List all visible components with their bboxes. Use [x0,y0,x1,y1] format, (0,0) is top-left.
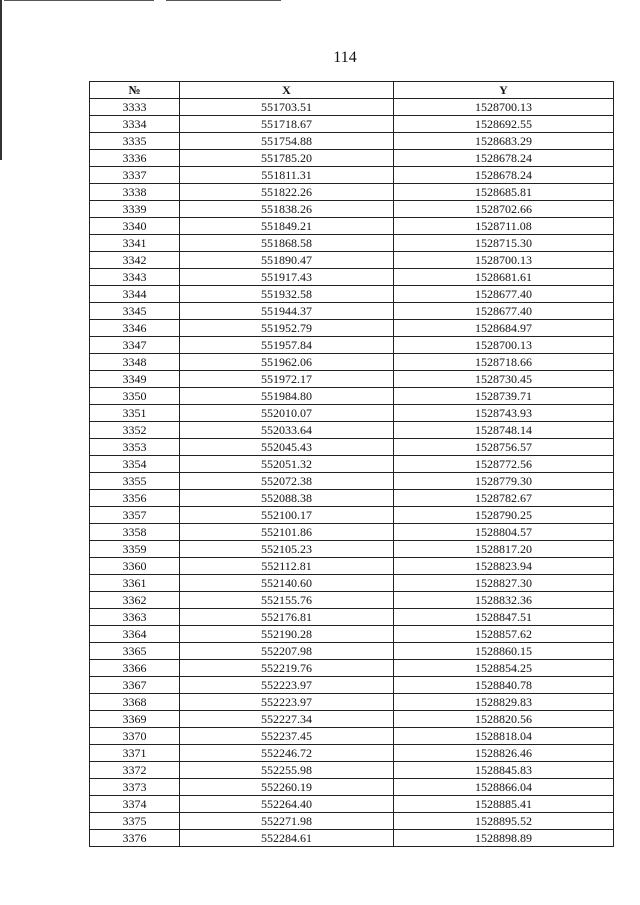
cell-y: 1528681.61 [394,269,614,286]
cell-x: 552271.98 [180,813,394,830]
cell-x: 551718.67 [180,116,394,133]
cell-number: 3336 [90,150,180,167]
scan-edge-top-right [166,0,281,1]
table-row [90,252,614,269]
cell-number: 3371 [90,745,180,762]
cell-number: 3342 [90,252,180,269]
table-row [90,592,614,609]
cell-number: 3347 [90,337,180,354]
cell-number: 3339 [90,201,180,218]
table-row [90,320,614,337]
cell-x: 551785.20 [180,150,394,167]
table-row [90,473,614,490]
cell-x: 552223.97 [180,677,394,694]
table-row [90,133,614,150]
cell-number: 3335 [90,133,180,150]
table-row [90,660,614,677]
cell-y: 1528700.13 [394,99,614,116]
table-row [90,218,614,235]
cell-number: 3368 [90,694,180,711]
table-row [90,167,614,184]
cell-number: 3359 [90,541,180,558]
cell-y: 1528739.71 [394,388,614,405]
cell-x: 551838.26 [180,201,394,218]
table-row [90,99,614,116]
cell-y: 1528804.57 [394,524,614,541]
cell-y: 1528820.56 [394,711,614,728]
cell-number: 3362 [90,592,180,609]
table-row [90,388,614,405]
cell-number: 3376 [90,830,180,847]
cell-x: 552088.38 [180,490,394,507]
cell-y: 1528684.97 [394,320,614,337]
cell-number: 3334 [90,116,180,133]
table-row [90,507,614,524]
table-row [90,830,614,847]
cell-x: 552190.28 [180,626,394,643]
cell-x: 552176.81 [180,609,394,626]
cell-y: 1528700.13 [394,252,614,269]
header-y: Y [394,82,614,99]
cell-number: 3357 [90,507,180,524]
cell-x: 552264.40 [180,796,394,813]
cell-x: 552072.38 [180,473,394,490]
cell-y: 1528832.36 [394,592,614,609]
cell-y: 1528779.30 [394,473,614,490]
table-row [90,813,614,830]
cell-y: 1528677.40 [394,303,614,320]
cell-x: 551703.51 [180,99,394,116]
cell-y: 1528748.14 [394,422,614,439]
cell-y: 1528677.40 [394,286,614,303]
cell-y: 1528895.52 [394,813,614,830]
table-row [90,439,614,456]
cell-x: 552284.61 [180,830,394,847]
cell-x: 552101.86 [180,524,394,541]
cell-x: 552100.17 [180,507,394,524]
cell-y: 1528782.67 [394,490,614,507]
table-row [90,422,614,439]
cell-x: 552112.81 [180,558,394,575]
cell-x: 552227.34 [180,711,394,728]
cell-x: 552051.32 [180,456,394,473]
cell-x: 551944.37 [180,303,394,320]
cell-number: 3360 [90,558,180,575]
table-row [90,524,614,541]
cell-number: 3333 [90,99,180,116]
page-number: 114 [333,49,357,66]
cell-y: 1528847.51 [394,609,614,626]
cell-x: 552219.76 [180,660,394,677]
cell-y: 1528702.66 [394,201,614,218]
table-row [90,745,614,762]
table-row [90,541,614,558]
table-row [90,677,614,694]
cell-x: 552237.45 [180,728,394,745]
table-row [90,456,614,473]
cell-y: 1528772.56 [394,456,614,473]
table-row [90,762,614,779]
table-body [90,99,614,847]
cell-y: 1528700.13 [394,337,614,354]
cell-number: 3351 [90,405,180,422]
table-row [90,235,614,252]
cell-y: 1528885.41 [394,796,614,813]
cell-y: 1528685.81 [394,184,614,201]
cell-y: 1528860.15 [394,643,614,660]
table-row [90,337,614,354]
cell-number: 3343 [90,269,180,286]
scan-edge-top-left [4,0,154,1]
cell-number: 3354 [90,456,180,473]
cell-y: 1528857.62 [394,626,614,643]
cell-number: 3349 [90,371,180,388]
coordinates-table [89,81,614,847]
cell-x: 551917.43 [180,269,394,286]
cell-number: 3365 [90,643,180,660]
cell-number: 3366 [90,660,180,677]
cell-x: 552105.23 [180,541,394,558]
cell-x: 552255.98 [180,762,394,779]
cell-x: 551932.58 [180,286,394,303]
cell-x: 552045.43 [180,439,394,456]
cell-number: 3358 [90,524,180,541]
cell-x: 552155.76 [180,592,394,609]
cell-y: 1528715.30 [394,235,614,252]
cell-number: 3338 [90,184,180,201]
table-row [90,269,614,286]
table-row [90,354,614,371]
cell-y: 1528823.94 [394,558,614,575]
cell-y: 1528817.20 [394,541,614,558]
table-row [90,184,614,201]
cell-x: 551952.79 [180,320,394,337]
cell-y: 1528826.46 [394,745,614,762]
table-row [90,303,614,320]
cell-x: 551754.88 [180,133,394,150]
header-number: № [90,82,180,99]
table-row [90,490,614,507]
table-row [90,796,614,813]
table-row [90,779,614,796]
cell-y: 1528718.66 [394,354,614,371]
cell-number: 3356 [90,490,180,507]
cell-y: 1528898.89 [394,830,614,847]
cell-number: 3355 [90,473,180,490]
cell-y: 1528756.57 [394,439,614,456]
cell-y: 1528854.25 [394,660,614,677]
cell-number: 3353 [90,439,180,456]
cell-y: 1528827.30 [394,575,614,592]
cell-y: 1528829.83 [394,694,614,711]
cell-y: 1528692.55 [394,116,614,133]
cell-number: 3367 [90,677,180,694]
cell-y: 1528678.24 [394,167,614,184]
cell-x: 552033.64 [180,422,394,439]
cell-x: 551984.80 [180,388,394,405]
cell-number: 3337 [90,167,180,184]
cell-x: 551822.26 [180,184,394,201]
table-row [90,405,614,422]
cell-x: 551868.58 [180,235,394,252]
cell-number: 3352 [90,422,180,439]
cell-number: 3341 [90,235,180,252]
cell-x: 551972.17 [180,371,394,388]
cell-y: 1528743.93 [394,405,614,422]
cell-number: 3361 [90,575,180,592]
cell-x: 552223.97 [180,694,394,711]
cell-y: 1528711.08 [394,218,614,235]
cell-number: 3346 [90,320,180,337]
cell-y: 1528730.45 [394,371,614,388]
cell-x: 552260.19 [180,779,394,796]
cell-y: 1528683.29 [394,133,614,150]
cell-x: 552010.07 [180,405,394,422]
cell-number: 3375 [90,813,180,830]
cell-number: 3340 [90,218,180,235]
cell-number: 3372 [90,762,180,779]
cell-number: 3374 [90,796,180,813]
cell-number: 3345 [90,303,180,320]
table-row [90,371,614,388]
table-row [90,711,614,728]
cell-number: 3363 [90,609,180,626]
table-row [90,201,614,218]
scan-edge-left [0,0,2,160]
cell-number: 3350 [90,388,180,405]
header-x: X [180,82,394,99]
cell-number: 3364 [90,626,180,643]
table-row [90,286,614,303]
cell-y: 1528790.25 [394,507,614,524]
cell-x: 551890.47 [180,252,394,269]
cell-number: 3370 [90,728,180,745]
cell-x: 552207.98 [180,643,394,660]
cell-x: 551962.06 [180,354,394,371]
table-row [90,116,614,133]
cell-x: 551957.84 [180,337,394,354]
cell-number: 3344 [90,286,180,303]
table-row [90,575,614,592]
table-row [90,150,614,167]
cell-x: 551849.21 [180,218,394,235]
cell-y: 1528678.24 [394,150,614,167]
table-row [90,728,614,745]
cell-number: 3373 [90,779,180,796]
cell-x: 552140.60 [180,575,394,592]
cell-number: 3348 [90,354,180,371]
cell-number: 3369 [90,711,180,728]
table-row [90,643,614,660]
table-header-row [90,82,614,99]
cell-y: 1528866.04 [394,779,614,796]
cell-y: 1528818.04 [394,728,614,745]
cell-x: 552246.72 [180,745,394,762]
table-row [90,694,614,711]
table-row [90,558,614,575]
cell-x: 551811.31 [180,167,394,184]
table-row [90,626,614,643]
table-row [90,609,614,626]
cell-y: 1528845.83 [394,762,614,779]
cell-y: 1528840.78 [394,677,614,694]
